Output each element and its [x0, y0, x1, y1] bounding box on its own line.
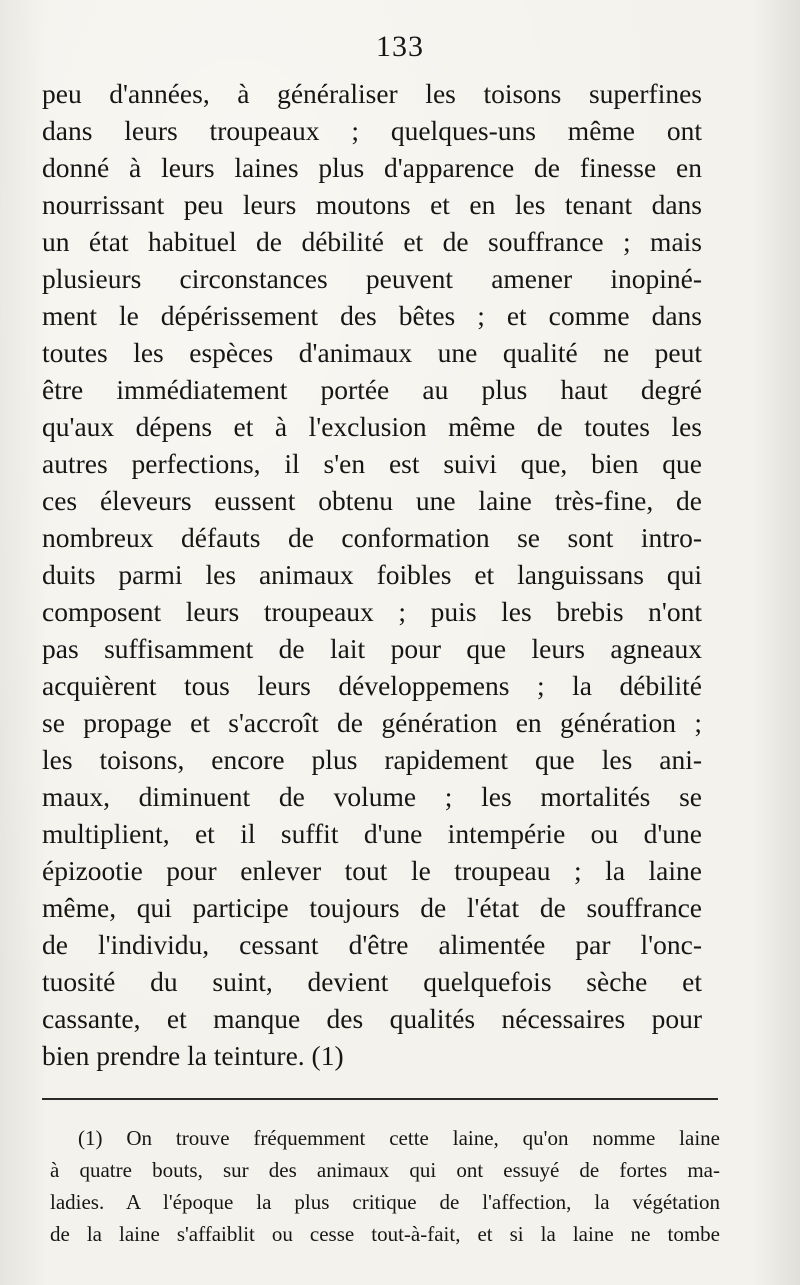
body-text	[42, 75, 702, 1074]
text-line: dans leurs troupeaux ; quelques-uns même ont	[42, 115, 702, 146]
text-line: qu'aux dépens et à l'exclusion même de toutes les	[42, 411, 702, 442]
text-line: duits parmi les animaux foibles et languissans qui	[42, 559, 702, 590]
text-line: tuosité du suint, devient quelquefois sèche et	[42, 966, 702, 997]
footnote-line: (1) On trouve fréquemment cette laine, qu'on nomme laine	[78, 1126, 720, 1150]
text-line: les toisons, encore plus rapidement que les ani-	[42, 744, 702, 775]
footnote	[50, 1122, 720, 1250]
text-line: nourrissant peu leurs moutons et en les tenant dans	[42, 189, 702, 220]
text-line: donné à leurs laines plus d'apparence de finesse en	[42, 152, 702, 183]
text-line: acquièrent tous leurs développemens ; la débilité	[42, 670, 702, 701]
text-line: un état habituel de débilité et de souffrance ; mais	[42, 226, 702, 257]
text-line: de l'individu, cessant d'être alimentée par l'onc-	[42, 929, 702, 960]
text-line: même, qui participe toujours de l'état de souffrance	[42, 892, 702, 923]
text-line: pas suffisamment de lait pour que leurs agneaux	[42, 633, 702, 664]
text-line: multiplient, et il suffit d'une intempérie ou d'une	[42, 818, 702, 849]
text-line: peu d'années, à généraliser les toisons superfines	[42, 78, 702, 109]
text-line: nombreux défauts de conformation se sont intro-	[42, 522, 702, 553]
text-line: ment le dépérissement des bêtes ; et comme dans	[42, 300, 702, 331]
footnote-line: à quatre bouts, sur des animaux qui ont essuyé de fortes ma-	[50, 1158, 720, 1182]
footnote-rule	[42, 1098, 718, 1100]
footnote-line: ladies. A l'époque la plus critique de l'affection, la végétation	[50, 1190, 720, 1214]
text-line: bien prendre la teinture. (1)	[42, 1040, 344, 1071]
text-line: être immédiatement portée au plus haut degré	[42, 374, 702, 405]
footnote-line: de la laine s'affaiblit ou cesse tout-à-fait, et si la laine ne tombe	[50, 1222, 720, 1246]
text-line: plusieurs circonstances peuvent amener inopiné-	[42, 263, 702, 294]
text-line: ces éleveurs eussent obtenu une laine très-fine, de	[42, 485, 702, 516]
text-line: cassante, et manque des qualités nécessaires pour	[42, 1003, 702, 1034]
text-line: épizootie pour enlever tout le troupeau ; la laine	[42, 855, 702, 886]
text-line: autres perfections, il s'en est suivi que, bien que	[42, 448, 702, 479]
text-line: se propage et s'accroît de génération en génération ;	[42, 707, 702, 738]
text-line: composent leurs troupeaux ; puis les brebis n'ont	[42, 596, 702, 627]
text-line: toutes les espèces d'animaux une qualité ne peut	[42, 337, 702, 368]
page-number: 133	[376, 30, 424, 63]
text-line: maux, diminuent de volume ; les mortalités se	[42, 781, 702, 812]
